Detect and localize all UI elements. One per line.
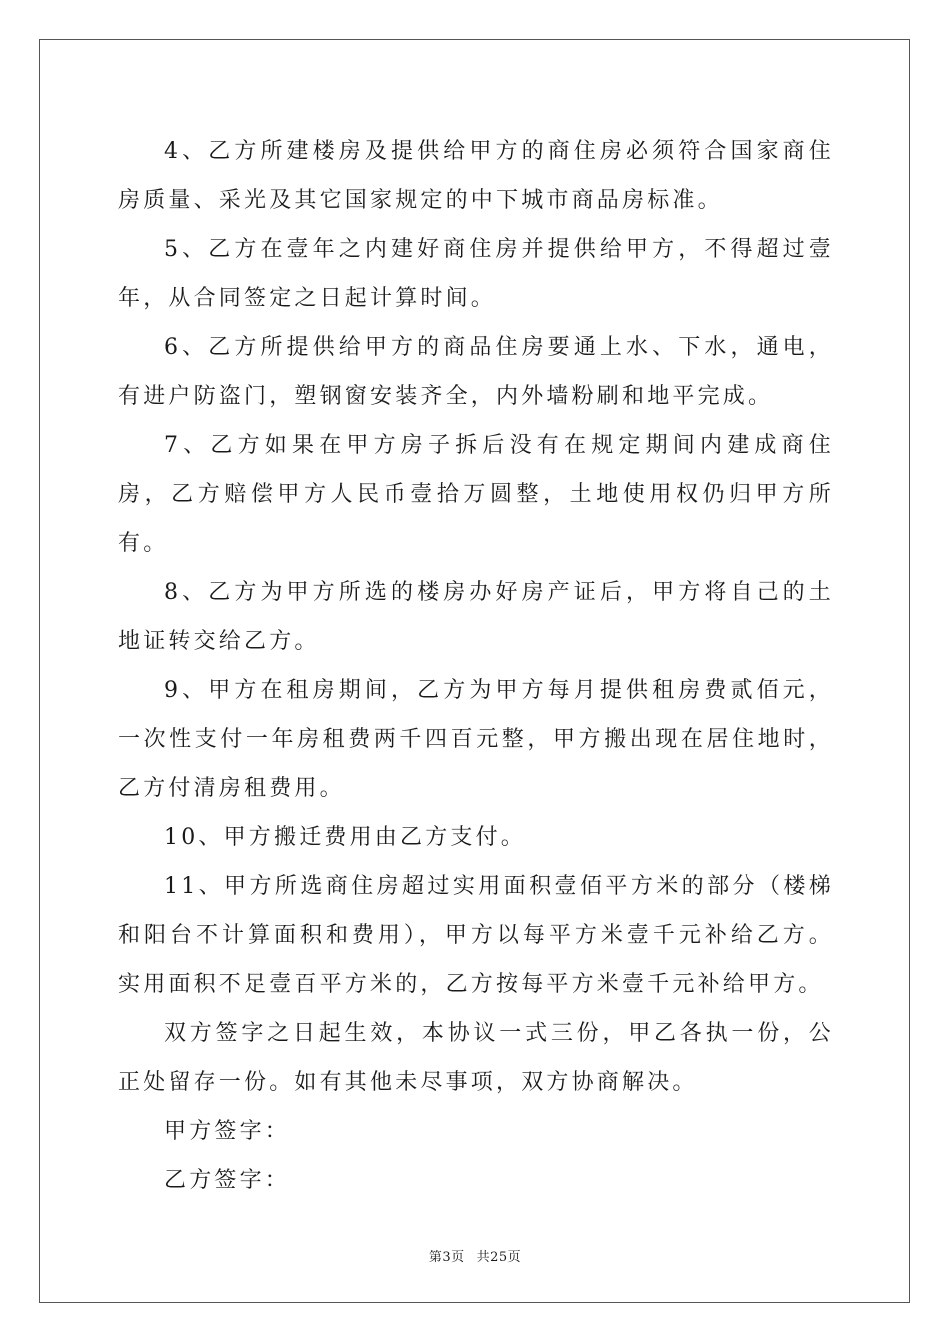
page-footer [0,1246,950,1265]
clause-11: 11、甲方所选商住房超过实用面积壹佰平方米的部分（楼梯和阳台不计算面积和费用），甲方以每平方米壹千元补给乙方。实用面积不足壹百平方米的，乙方按每平方米壹千元补给甲方。 [118,874,834,997]
clause-4: 4、乙方所建楼房及提供给甲方的商住房必须符合国家商住房质量、采光及其它国家规定的中下城市商品房标准。 [118,139,834,213]
party-b-signature: 乙方签字： [164,1168,291,1193]
clause-8: 8、乙方为甲方所选的楼房办好房产证后，甲方将自己的土地证转交给乙方。 [118,580,834,654]
page-total: 共25页 [476,1250,522,1265]
clause-5: 5、乙方在壹年之内建好商住房并提供给甲方，不得超过壹年，从合同签定之日起计算时间。 [118,237,834,311]
clause-9: 9、甲方在租房期间，乙方为甲方每月提供租房费贰佰元，一次性支付一年房租费两千四百元整，甲方搬出现在居住地时，乙方付清房租费用。 [118,678,834,801]
party-a-signature: 甲方签字： [164,1119,291,1144]
clause-7: 7、乙方如果在甲方房子拆后没有在规定期间内建成商住房，乙方赔偿甲方人民币壹拾万圆整，土地使用权仍归甲方所有。 [118,433,834,556]
effective-clause: 双方签字之日起生效，本协议一式三份，甲乙各执一份，公正处留存一份。如有其他未尽事项，双方协商解决。 [118,1021,834,1095]
clause-6: 6、乙方所提供给甲方的商品住房要通上水、下水，通电，有进户防盗门，塑钢窗安装齐全，内外墙粉刷和地平完成。 [118,335,834,409]
page-number: 第3页 [428,1250,465,1265]
clause-10: 10、甲方搬迁费用由乙方支付。 [164,825,526,850]
document-body [118,127,834,1205]
